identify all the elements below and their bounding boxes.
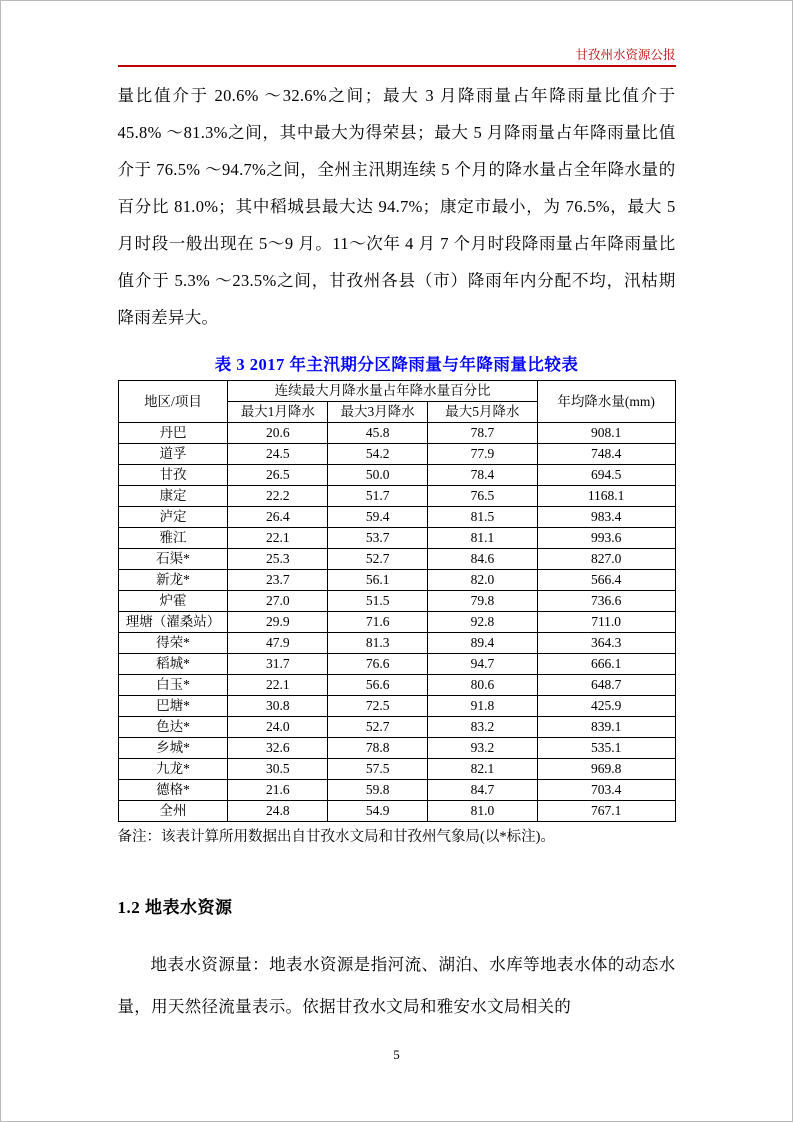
- annual-value-cell: 711.0: [537, 612, 675, 633]
- value-cell-max5: 80.6: [428, 675, 538, 696]
- region-cell: 得荣*: [118, 633, 228, 654]
- col-header-max1: 最大1月降水: [228, 402, 328, 423]
- value-cell-max5: 79.8: [428, 591, 538, 612]
- value-cell-max5: 78.7: [428, 423, 538, 444]
- table-row: [118, 780, 675, 801]
- table-row: [118, 696, 675, 717]
- region-cell: 乡城*: [118, 738, 228, 759]
- table-row: [118, 801, 675, 822]
- value-cell-max1: 31.7: [228, 654, 328, 675]
- annual-value-cell: 425.9: [537, 696, 675, 717]
- table-body: [118, 423, 675, 822]
- value-cell-max1: 20.6: [228, 423, 328, 444]
- region-cell: 巴塘*: [118, 696, 228, 717]
- value-cell-max3: 71.6: [328, 612, 428, 633]
- region-cell: 德格*: [118, 780, 228, 801]
- col-header-annual: 年均降水量(mm): [537, 381, 675, 423]
- region-cell: 甘孜: [118, 465, 228, 486]
- value-cell-max5: 78.4: [428, 465, 538, 486]
- annual-value-cell: 736.6: [537, 591, 675, 612]
- value-cell-max5: 77.9: [428, 444, 538, 465]
- region-cell: 色达*: [118, 717, 228, 738]
- annual-value-cell: 666.1: [537, 654, 675, 675]
- value-cell-max5: 89.4: [428, 633, 538, 654]
- value-cell-max1: 29.9: [228, 612, 328, 633]
- region-cell: 理塘（濯桑站）: [118, 612, 228, 633]
- region-cell: 白玉*: [118, 675, 228, 696]
- value-cell-max3: 56.6: [328, 675, 428, 696]
- value-cell-max5: 91.8: [428, 696, 538, 717]
- table-row: [118, 591, 675, 612]
- table-row: [118, 612, 675, 633]
- annual-value-cell: 827.0: [537, 549, 675, 570]
- region-cell: 丹巴: [118, 423, 228, 444]
- col-header-max5: 最大5月降水: [428, 402, 538, 423]
- region-cell: 稻城*: [118, 654, 228, 675]
- value-cell-max1: 32.6: [228, 738, 328, 759]
- value-cell-max3: 54.2: [328, 444, 428, 465]
- value-cell-max1: 24.8: [228, 801, 328, 822]
- table-row: [118, 717, 675, 738]
- table-row: [118, 486, 675, 507]
- annual-value-cell: 748.4: [537, 444, 675, 465]
- annual-value-cell: 983.4: [537, 507, 675, 528]
- region-cell: 康定: [118, 486, 228, 507]
- value-cell-max3: 52.7: [328, 717, 428, 738]
- value-cell-max1: 26.4: [228, 507, 328, 528]
- header-rule: [118, 65, 676, 67]
- value-cell-max5: 81.1: [428, 528, 538, 549]
- value-cell-max3: 45.8: [328, 423, 428, 444]
- value-cell-max3: 56.1: [328, 570, 428, 591]
- value-cell-max1: 25.3: [228, 549, 328, 570]
- annual-value-cell: 364.3: [537, 633, 675, 654]
- annual-value-cell: 993.6: [537, 528, 675, 549]
- table-row: [118, 528, 675, 549]
- value-cell-max5: 84.6: [428, 549, 538, 570]
- page-header: [118, 48, 676, 62]
- value-cell-max5: 84.7: [428, 780, 538, 801]
- value-cell-max5: 76.5: [428, 486, 538, 507]
- value-cell-max1: 24.5: [228, 444, 328, 465]
- value-cell-max3: 51.7: [328, 486, 428, 507]
- value-cell-max1: 30.8: [228, 696, 328, 717]
- value-cell-max5: 81.5: [428, 507, 538, 528]
- value-cell-max3: 57.5: [328, 759, 428, 780]
- header-title: 甘孜州水资源公报: [575, 48, 676, 62]
- table-row: [118, 465, 675, 486]
- value-cell-max1: 30.5: [228, 759, 328, 780]
- annual-value-cell: 969.8: [537, 759, 675, 780]
- value-cell-max3: 52.7: [328, 549, 428, 570]
- annual-value-cell: 839.1: [537, 717, 675, 738]
- value-cell-max5: 81.0: [428, 801, 538, 822]
- annual-value-cell: 908.1: [537, 423, 675, 444]
- col-header-group: 连续最大月降水量占年降水量百分比: [228, 381, 537, 402]
- annual-value-cell: 1168.1: [537, 486, 675, 507]
- table-row: [118, 570, 675, 591]
- value-cell-max3: 59.4: [328, 507, 428, 528]
- annual-value-cell: 694.5: [537, 465, 675, 486]
- value-cell-max3: 50.0: [328, 465, 428, 486]
- table-row: [118, 507, 675, 528]
- table-row: [118, 738, 675, 759]
- region-cell: 全州: [118, 801, 228, 822]
- table-row: [118, 675, 675, 696]
- table-header: [118, 381, 675, 423]
- section-paragraph: 地表水资源量：地表水资源是指河流、湖泊、水库等地表水体的动态水量，用天然径流量表示。依据甘孜水文局和雅安水文局相关的: [117, 955, 676, 1016]
- value-cell-max3: 53.7: [328, 528, 428, 549]
- table-row: [118, 423, 675, 444]
- value-cell-max3: 72.5: [328, 696, 428, 717]
- section-heading: 1.2 地表水资源: [117, 898, 233, 917]
- value-cell-max5: 82.0: [428, 570, 538, 591]
- table-row: [118, 633, 675, 654]
- table-row: [118, 549, 675, 570]
- table-row: [118, 444, 675, 465]
- region-cell: 雅江: [118, 528, 228, 549]
- value-cell-max1: 22.1: [228, 675, 328, 696]
- table-note: 备注：该表计算所用数据出自甘孜水文局和甘孜州气象局(以*标注)。: [117, 829, 555, 845]
- page-number: 5: [393, 1047, 400, 1062]
- intro-paragraph: 量比值介于 20.6% ～32.6%之间；最大 3 月降雨量占年降雨量比值介于 45.8% ～81.3%之间，其中最大为得荣县；最大 5 月降雨量占年降雨量比值介于 76.5% ～94.7%之间，全州主汛期连续 5 个月的降水量占全年降水量的百分比 81.0%；其中稻城县最大达 94.7%；康定市最小，为 76.5%，最大 5 月时段一般出现在 5～9 月。11～次年 4 月 7 个月时段降雨量占年降雨量比值介于 5.3% ～23.5%之间，甘孜州各县（市）降雨年内分配不均，汛枯期降雨差异大。: [117, 86, 676, 327]
- value-cell-max3: 76.6: [328, 654, 428, 675]
- table-row: [118, 759, 675, 780]
- value-cell-max3: 81.3: [328, 633, 428, 654]
- value-cell-max5: 94.7: [428, 654, 538, 675]
- col-header-region: 地区/项目: [118, 381, 228, 423]
- region-cell: 九龙*: [118, 759, 228, 780]
- region-cell: 道孚: [118, 444, 228, 465]
- annual-value-cell: 648.7: [537, 675, 675, 696]
- rainfall-comparison-table: [118, 380, 676, 822]
- annual-value-cell: 767.1: [537, 801, 675, 822]
- value-cell-max1: 21.6: [228, 780, 328, 801]
- value-cell-max1: 27.0: [228, 591, 328, 612]
- value-cell-max1: 24.0: [228, 717, 328, 738]
- page-footer: [1, 1047, 792, 1063]
- value-cell-max1: 22.1: [228, 528, 328, 549]
- value-cell-max1: 26.5: [228, 465, 328, 486]
- value-cell-max1: 47.9: [228, 633, 328, 654]
- value-cell-max3: 78.8: [328, 738, 428, 759]
- value-cell-max3: 59.8: [328, 780, 428, 801]
- value-cell-max1: 23.7: [228, 570, 328, 591]
- value-cell-max1: 22.2: [228, 486, 328, 507]
- value-cell-max3: 51.5: [328, 591, 428, 612]
- value-cell-max5: 93.2: [428, 738, 538, 759]
- region-cell: 新龙*: [118, 570, 228, 591]
- col-header-max3: 最大3月降水: [328, 402, 428, 423]
- table-row: [118, 654, 675, 675]
- annual-value-cell: 703.4: [537, 780, 675, 801]
- annual-value-cell: 566.4: [537, 570, 675, 591]
- value-cell-max5: 82.1: [428, 759, 538, 780]
- annual-value-cell: 535.1: [537, 738, 675, 759]
- region-cell: 炉霍: [118, 591, 228, 612]
- value-cell-max3: 54.9: [328, 801, 428, 822]
- region-cell: 石渠*: [118, 549, 228, 570]
- value-cell-max5: 92.8: [428, 612, 538, 633]
- table-title: 表 3 2017 年主汛期分区降雨量与年降雨量比较表: [214, 355, 579, 374]
- region-cell: 泸定: [118, 507, 228, 528]
- value-cell-max5: 83.2: [428, 717, 538, 738]
- page-content: [118, 77, 676, 1028]
